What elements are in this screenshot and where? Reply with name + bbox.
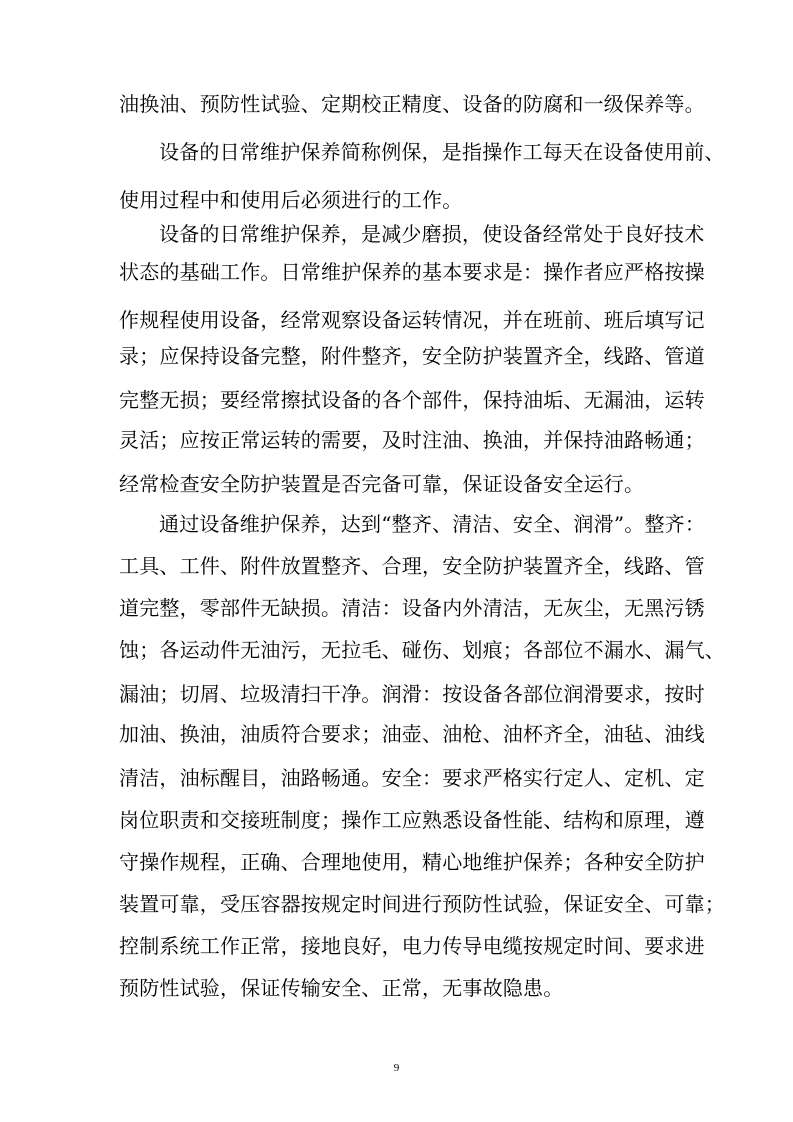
text-line: 岗位职责和交接班制度；操作工应熟悉设备性能、结构和原理，遵 bbox=[119, 808, 705, 832]
text-line: 加油、换油，油质符合要求；油壶、油枪、油杯齐全，油毡、油线 bbox=[119, 722, 705, 746]
paragraph-first-line: 设备的日常维护保养，是减少磨损，使设备经常处于良好技术 bbox=[159, 222, 705, 246]
paragraph-first-line: 设备的日常维护保养简称例保，是指操作工每天在设备使用前、 bbox=[159, 140, 725, 164]
text-line: 作规程使用设备，经常观察设备运转情况，并在班前、班后填写记 bbox=[119, 308, 705, 332]
text-line: 灵活；应按正常运转的需要，及时注油、换油，并保持油路畅通； bbox=[119, 428, 705, 452]
text-line: 油换油、预防性试验、定期校正精度、设备的防腐和一级保养等。 bbox=[119, 92, 705, 116]
text-line: 蚀；各运动件无油污，无拉毛、碰伤、划痕；各部位不漏水、漏气、 bbox=[119, 638, 725, 662]
text-line: 经常检查安全防护装置是否完备可靠，保证设备安全运行。 bbox=[119, 472, 645, 496]
text-line: 使用过程中和使用后必须进行的工作。 bbox=[119, 188, 463, 212]
text-line: 装置可靠，受压容器按规定时间进行预防性试验，保证安全、可靠； bbox=[119, 892, 725, 916]
text-line: 控制系统工作正常，接地良好，电力传导电缆按规定时间、要求进 bbox=[119, 934, 705, 958]
text-line: 清洁，油标醒目，油路畅通。安全：要求严格实行定人、定机、定 bbox=[119, 766, 705, 790]
text-line: 完整无损；要经常擦拭设备的各个部件，保持油垢、无漏油，运转 bbox=[119, 388, 705, 412]
text-line: 状态的基础工作。日常维护保养的基本要求是：操作者应严格按操 bbox=[119, 260, 705, 284]
text-line: 录；应保持设备完整，附件整齐，安全防护装置齐全，线路、管道 bbox=[119, 344, 705, 368]
page-number: 9 bbox=[393, 1062, 400, 1074]
text-line: 守操作规程，正确、合理地使用，精心地维护保养；各种安全防护 bbox=[119, 850, 705, 874]
text-line: 工具、工件、附件放置整齐、合理，安全防护装置齐全，线路、管 bbox=[119, 554, 705, 578]
text-line: 漏油；切屑、垃圾清扫干净。润滑：按设备各部位润滑要求，按时 bbox=[119, 682, 705, 706]
paragraph-first-line: 通过设备维护保养，达到“整齐、清洁、安全、润滑”。整齐： bbox=[159, 512, 706, 536]
text-line: 道完整，零部件无缺损。清洁：设备内外清洁，无灰尘，无黑污锈 bbox=[119, 596, 705, 620]
text-line: 预防性试验，保证传输安全、正常，无事故隐患。 bbox=[119, 976, 564, 1000]
